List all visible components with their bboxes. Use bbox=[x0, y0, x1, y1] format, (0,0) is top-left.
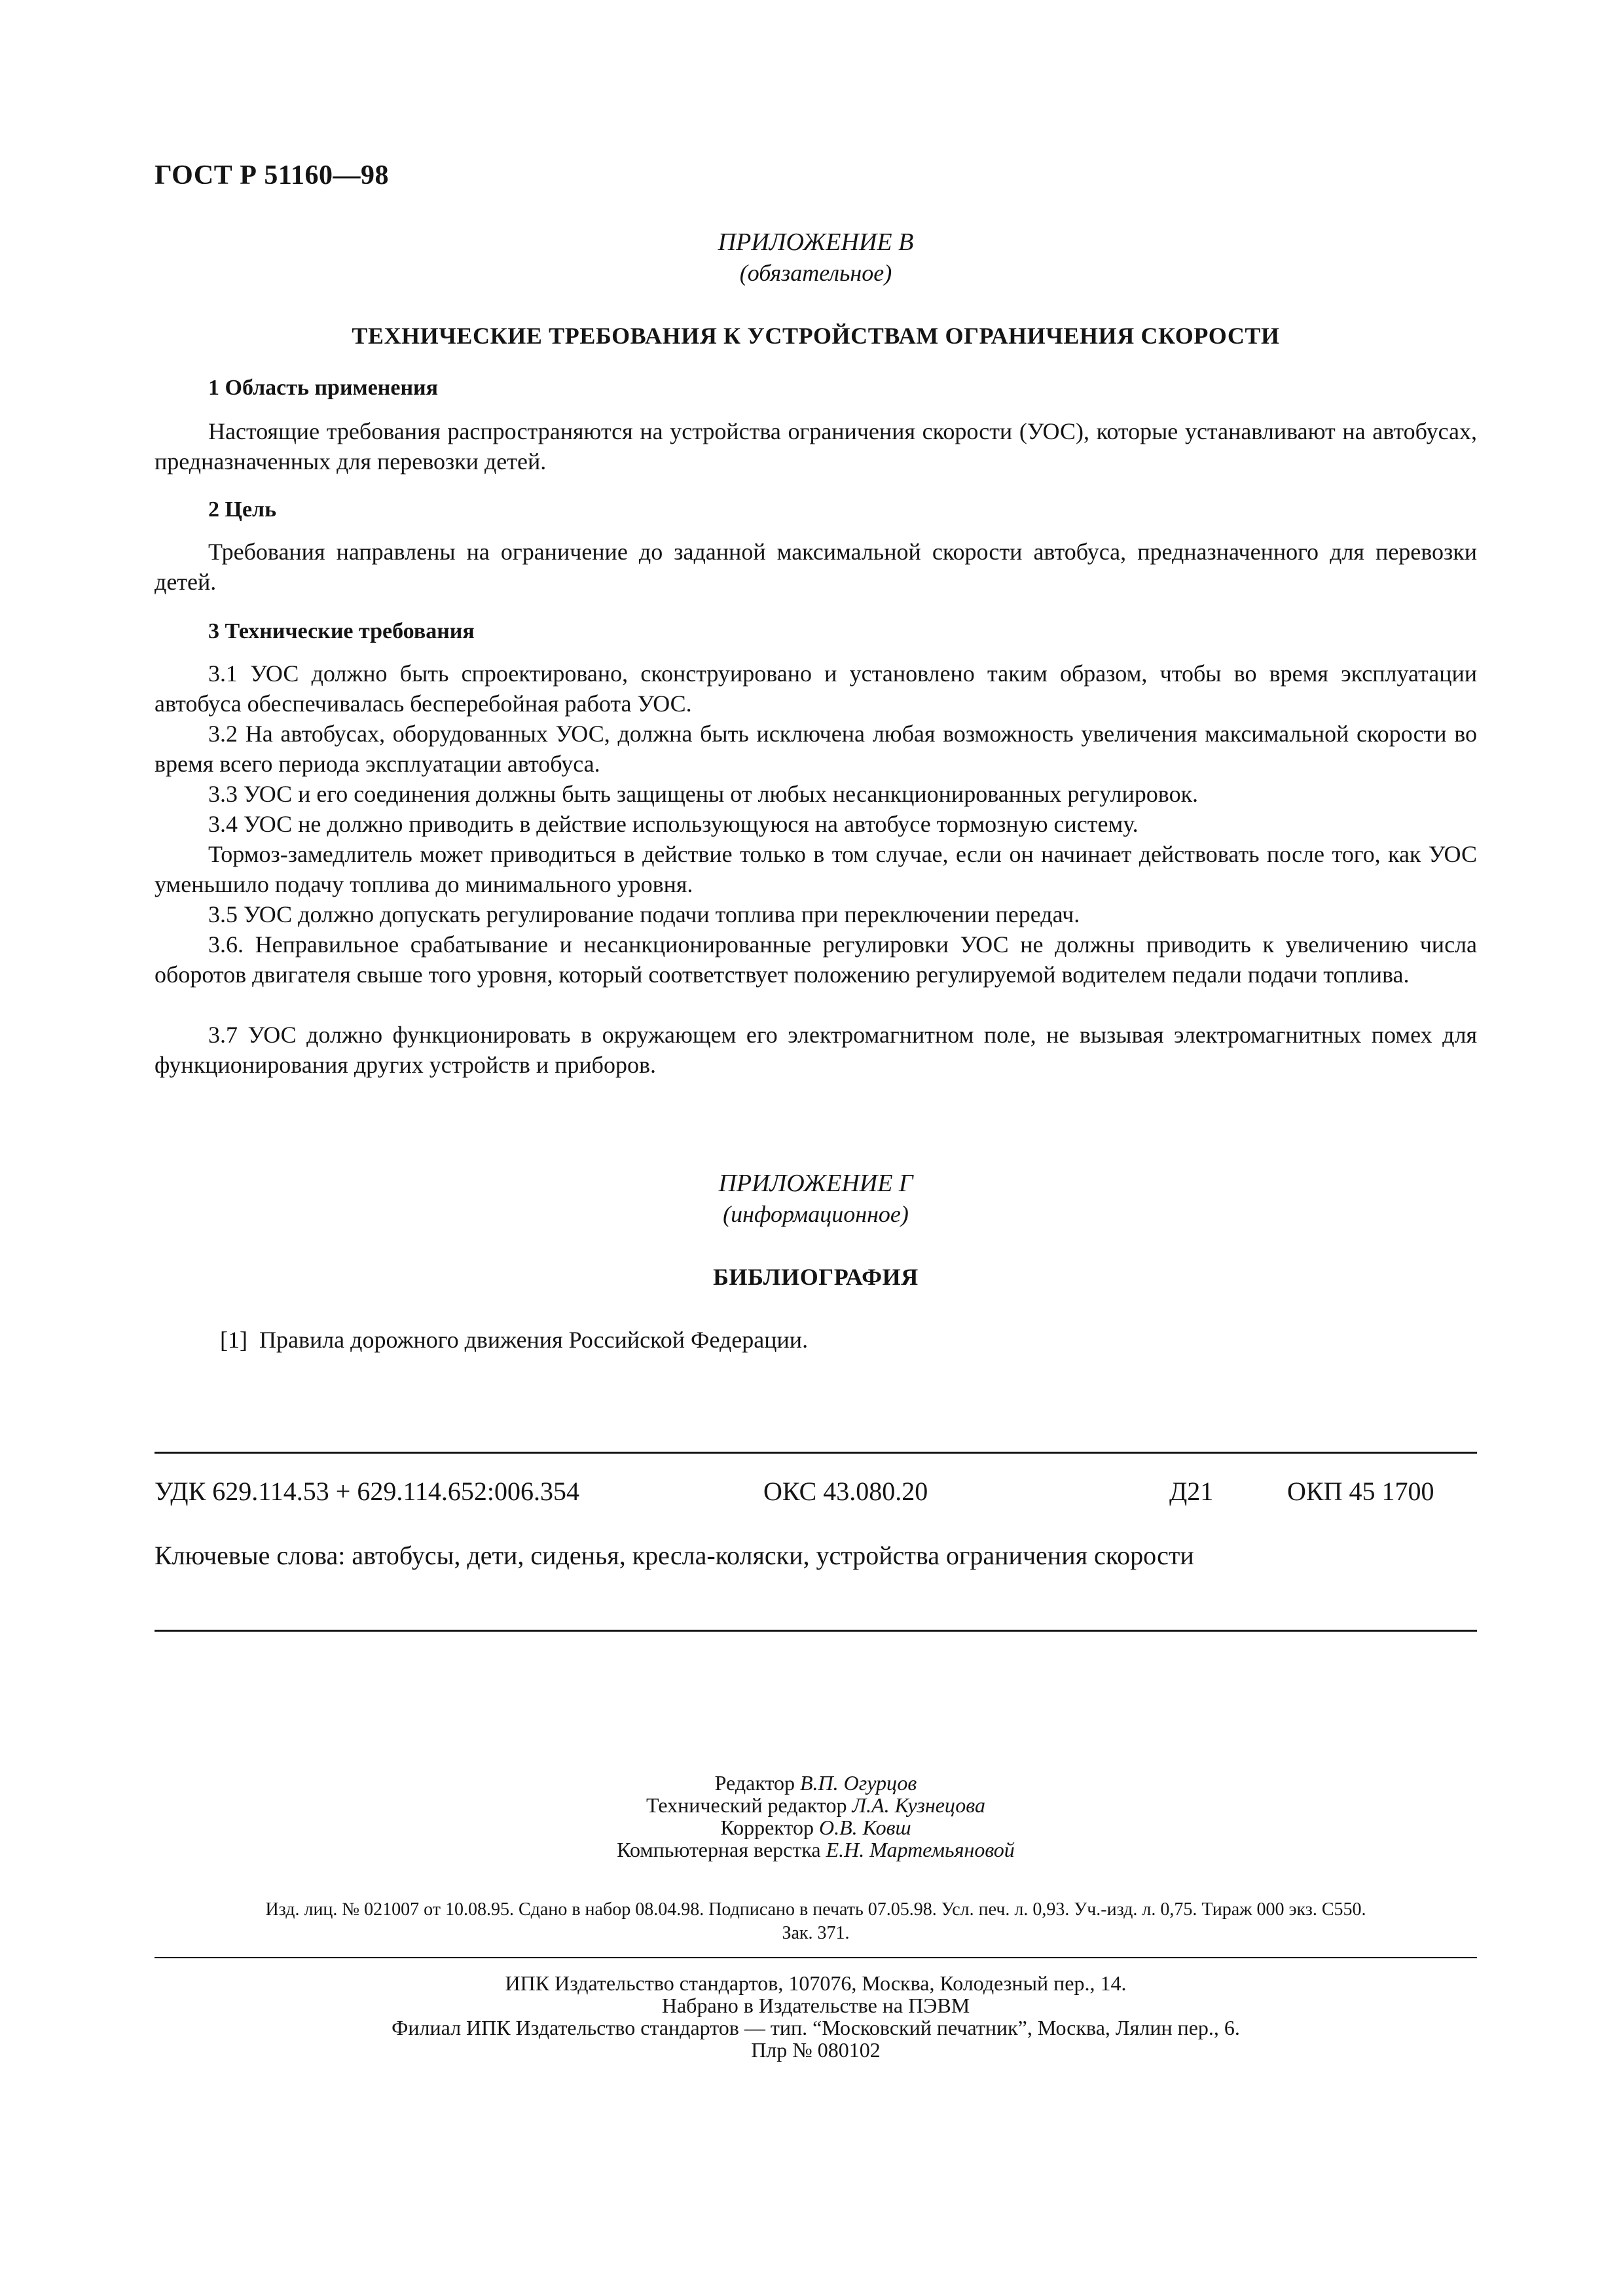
publisher-line-4: Плр № 080102 bbox=[751, 2038, 881, 2062]
appendix-v-status: (обязательное) bbox=[739, 260, 892, 286]
clause-3-2: 3.2 На автобусах, оборудованных УОС, должна быть исключена любая возможность увеличения максимальной скорости во время всего периода эксплуатации автобуса. bbox=[155, 721, 1477, 777]
credit-proofreader bbox=[155, 1816, 1477, 1839]
credit-tech-editor bbox=[155, 1793, 1477, 1817]
imprint-line-2: Зак. 371. bbox=[782, 1923, 850, 1943]
credit-proof-name: О.В. Ковш bbox=[818, 1816, 911, 1839]
appendix-g-status: (информационное) bbox=[723, 1201, 909, 1227]
appendix-v-title: ПРИЛОЖЕНИЕ В bbox=[718, 228, 914, 256]
udk-code: УДК 629.114.53 + 629.114.652:006.354 bbox=[155, 1477, 579, 1506]
rule-imprint bbox=[155, 1957, 1477, 1958]
section-1-heading: 1 Область применения bbox=[208, 376, 439, 400]
bibliography-heading: БИБЛИОГРАФИЯ bbox=[713, 1264, 919, 1290]
credit-layout bbox=[155, 1838, 1477, 1861]
credit-layout-name: Е.Н. Мартемьяновой bbox=[826, 1838, 1015, 1861]
credit-proof-role: Корректор bbox=[720, 1816, 814, 1839]
clause-3-7: 3.7 УОС должно функционировать в окружающем его электромагнитном поле, не вызывая электромагнитных помех для функционирования других устройств и приборов. bbox=[155, 1022, 1477, 1078]
publisher-line-3: Филиал ИПК Издательство стандартов — тип. “Московский печатник”, Москва, Лялин пер., 6. bbox=[392, 2016, 1240, 2039]
clause-3-6: 3.6. Неправильное срабатывание и несанкционированные регулировки УОС не должны приводить к увеличению числа оборотов двигателя свыше того уровня, который соответствует положению регулируемой водителем педали подачи топлива. bbox=[155, 931, 1477, 988]
section-3-heading: 3 Технические требования bbox=[208, 619, 475, 643]
credit-editor-name: В.П. Огурцов bbox=[800, 1771, 917, 1795]
section-2-text: Требования направлены на ограничение до заданной максимальной скорости автобуса, предназначенного для перевозки детей. bbox=[155, 539, 1477, 595]
clause-3-3: 3.3 УОС и его соединения должны быть защищены от любых несанкционированных регулировок. bbox=[208, 781, 1199, 807]
publisher-line-2: Набрано в Издательстве на ПЭВМ bbox=[661, 1994, 970, 2017]
clause-3-5: 3.5 УОС должно допускать регулирование подачи топлива при переключении передач. bbox=[208, 901, 1080, 927]
clause-3-4: 3.4 УОС не должно приводить в действие использующуюся на автобусе тормозную систему. bbox=[208, 811, 1139, 837]
clause-3-1: 3.1 УОС должно быть спроектировано, сконструировано и установлено таким образом, чтобы во время эксплуатации автобуса обеспечивалась бесперебойная работа УОС. bbox=[155, 660, 1477, 717]
rule-bottom bbox=[155, 1630, 1477, 1632]
credit-editor-role: Редактор bbox=[714, 1771, 795, 1795]
appendix-v-heading: ТЕХНИЧЕСКИЕ ТРЕБОВАНИЯ К УСТРОЙСТВАМ ОГРАНИЧЕНИЯ СКОРОСТИ bbox=[352, 323, 1280, 349]
rule-top bbox=[155, 1452, 1477, 1454]
credit-layout-role: Компьютерная верстка bbox=[617, 1838, 821, 1861]
keywords: Ключевые слова: автобусы, дети, сиденья, кресла-коляски, устройства ограничения скорости bbox=[155, 1541, 1194, 1570]
credit-editor bbox=[155, 1771, 1477, 1795]
credit-tech-role: Технический редактор bbox=[646, 1793, 847, 1817]
imprint-line-1: Изд. лиц. № 021007 от 10.08.95. Сдано в набор 08.04.98. Подписано в печать 07.05.98. Усл. печ. л. 0,93. Уч.-изд. л. 0,75. Тираж 000 экз. С550. bbox=[265, 1899, 1366, 1920]
okp-code: ОКП 45 1700 bbox=[1287, 1477, 1434, 1506]
clause-3-4-note: Тормоз-замедлитель может приводиться в действие только в том случае, если он начинает действовать после того, как УОС уменьшило подачу топлива до минимального уровня. bbox=[155, 841, 1477, 897]
d-code: Д21 bbox=[1169, 1477, 1214, 1506]
document-code: ГОСТ Р 51160—98 bbox=[155, 160, 390, 190]
oks-code: ОКС 43.080.20 bbox=[763, 1477, 928, 1506]
publisher-line-1: ИПК Издательство стандартов, 107076, Москва, Колодезный пер., 14. bbox=[505, 1971, 1127, 1995]
bibliography-item-1: [1] Правила дорожного движения Российской Федерации. bbox=[220, 1327, 809, 1353]
credit-tech-name: Л.А. Кузнецова bbox=[852, 1793, 985, 1817]
section-2-heading: 2 Цель bbox=[208, 497, 277, 522]
section-1-text: Настоящие требования распространяются на устройства ограничения скорости (УОС), которые устанавливают на автобусах, предназначенных для перевозки детей. bbox=[155, 418, 1477, 475]
appendix-g-title: ПРИЛОЖЕНИЕ Г bbox=[718, 1170, 913, 1197]
